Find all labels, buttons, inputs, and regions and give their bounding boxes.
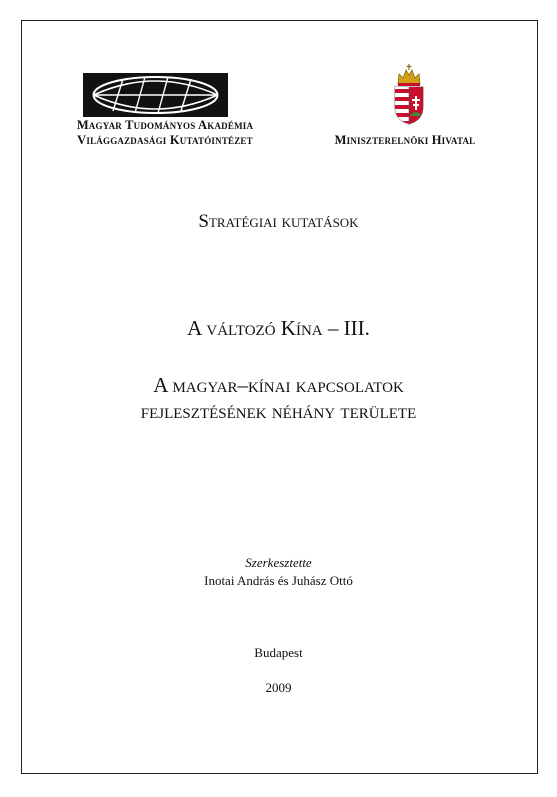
- subtitle-line2: fejlesztésének néhány területe: [140, 399, 417, 423]
- subtitle: [50, 372, 507, 424]
- edited-by-label: Szerkesztette: [245, 555, 312, 570]
- publication-city: Budapest: [254, 645, 303, 660]
- institution-name-line1: Magyar Tudományos Akadémia: [76, 118, 254, 132]
- institution-name-line2: Világgazdasági Kutatóintézet: [77, 133, 253, 147]
- ministry-name: Miniszterelnöki Hivatal: [334, 133, 476, 147]
- series-title: Stratégiai kutatások: [198, 211, 359, 232]
- publication-year: 2009: [265, 680, 292, 695]
- mta-globe-logo: [83, 73, 228, 117]
- hungarian-coat-of-arms-icon: [392, 62, 426, 126]
- main-title: A változó Kína – III.: [187, 316, 370, 340]
- editors-names: Inotai András és Juhász Ottó: [204, 573, 353, 588]
- subtitle-line1: A magyar–kínai kapcsolatok: [153, 373, 404, 397]
